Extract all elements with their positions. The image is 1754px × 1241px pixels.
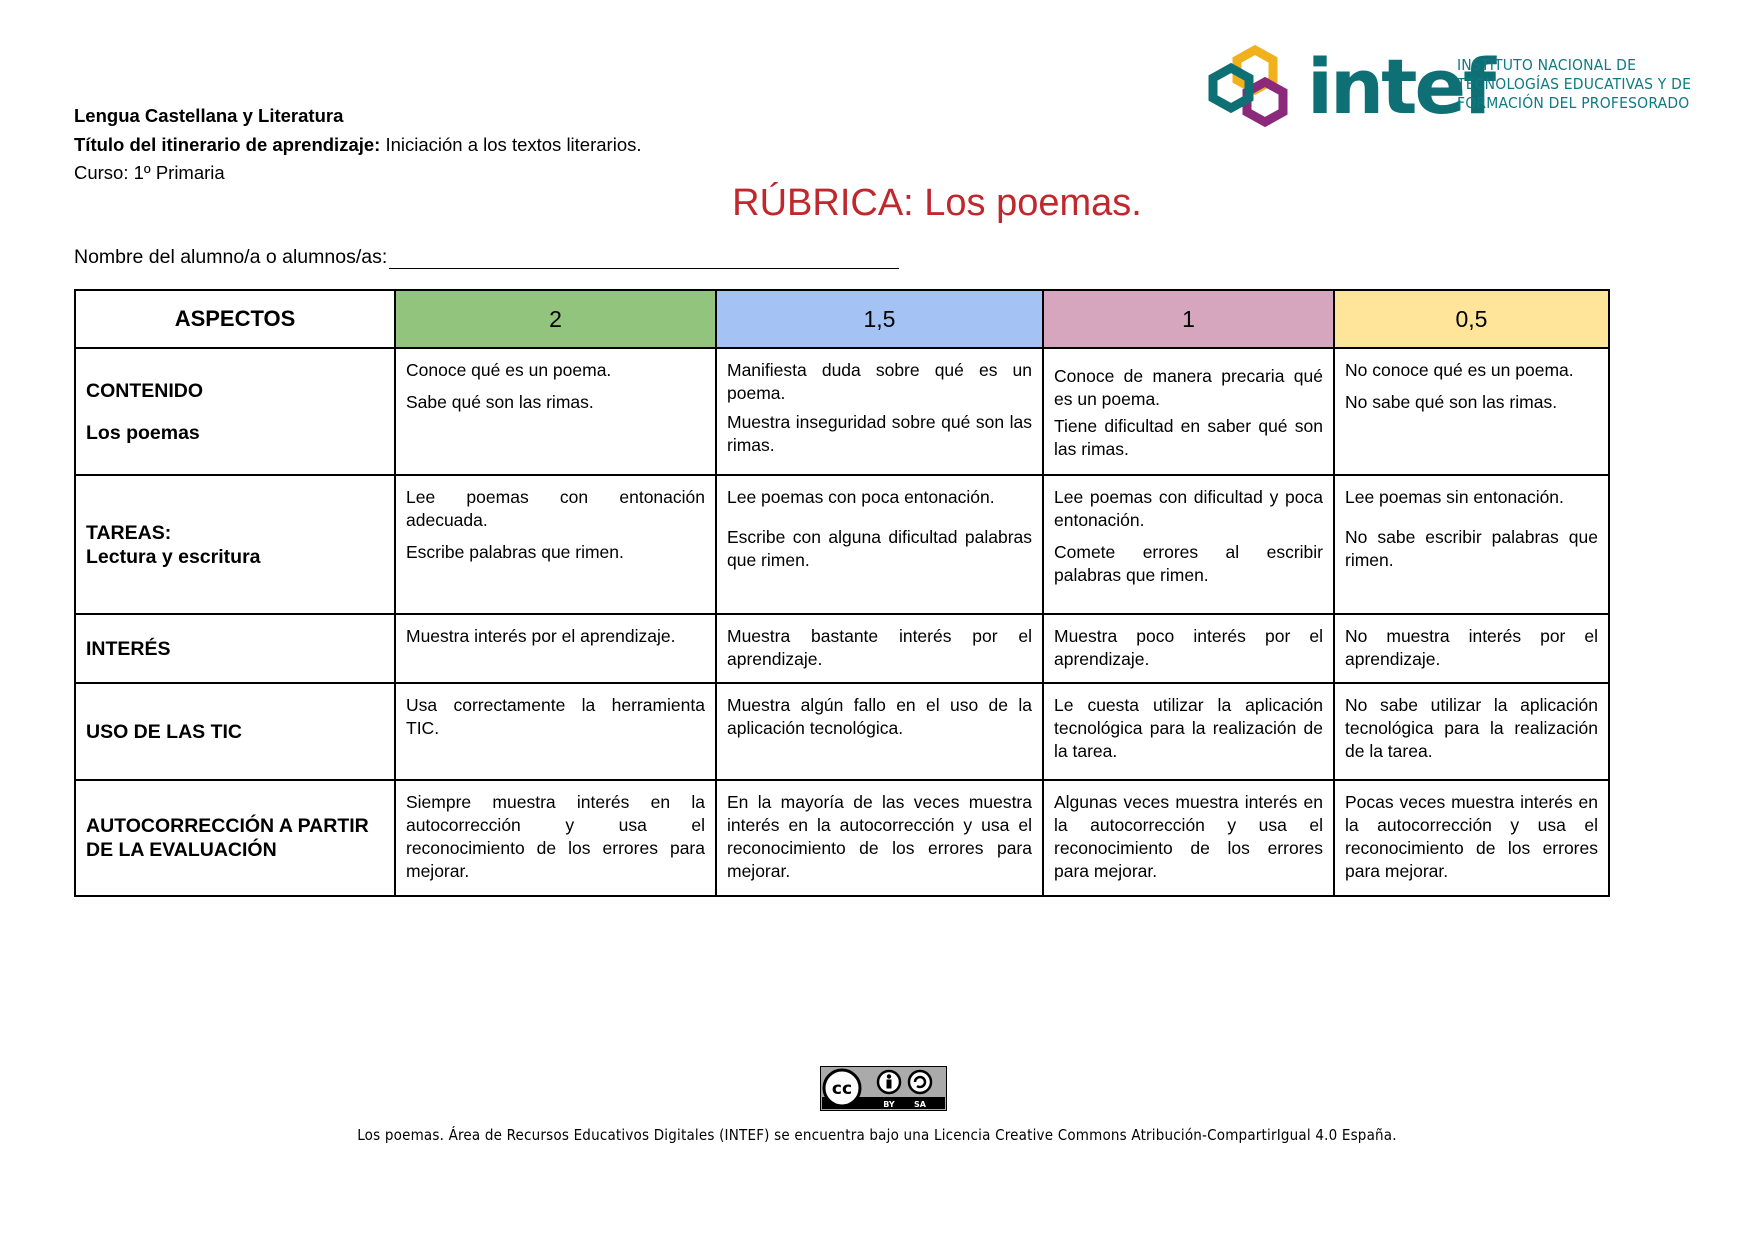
rubric-cell: Manifiesta duda sobre qué es un poema. Muestra inseguridad sobre qué son las rimas. bbox=[716, 348, 1043, 475]
cc-by-sa-license-icon bbox=[820, 1066, 947, 1111]
document-header bbox=[74, 102, 642, 188]
by-label: BY bbox=[883, 1100, 895, 1109]
rubric-cell: Lee poemas con entonación adecuada. Escribe palabras que rimen. bbox=[395, 475, 716, 614]
aspect-contenido: CONTENIDO Los poemas bbox=[75, 348, 395, 475]
subject-title: Lengua Castellana y Literatura bbox=[74, 105, 344, 126]
aspect-interes: INTERÉS bbox=[75, 614, 395, 683]
page-title: RÚBRICA: Los poemas. bbox=[732, 182, 1142, 224]
itinerary-line bbox=[74, 131, 642, 160]
intef-logo bbox=[1207, 44, 1707, 136]
header-score-0-5: 0,5 bbox=[1334, 290, 1609, 348]
itinerary-value: Iniciación a los textos literarios. bbox=[380, 133, 642, 155]
header-score-1-5: 1,5 bbox=[716, 290, 1043, 348]
table-row bbox=[75, 475, 1609, 614]
rubric-cell: No muestra interés por el aprendizaje. bbox=[1334, 614, 1609, 683]
student-name-field bbox=[74, 246, 899, 269]
intef-wordmark: intef bbox=[1307, 42, 1494, 131]
cc-icon-text: cc bbox=[831, 1079, 853, 1099]
course-line: Curso: 1º Primaria bbox=[74, 162, 225, 183]
rubric-cell: Pocas veces muestra interés en la autocorrección y usa el reconocimiento de los errores para mejorar. bbox=[1334, 780, 1609, 896]
rubric-cell: Siempre muestra interés en la autocorrección y usa el reconocimiento de los errores para mejorar. bbox=[395, 780, 716, 896]
rubric-cell: Muestra algún fallo en el uso de la aplicación tecnológica. bbox=[716, 683, 1043, 780]
rubric-cell: Algunas veces muestra interés en la autocorrección y usa el reconocimiento de los errores para mejorar. bbox=[1043, 780, 1334, 896]
rubric-table bbox=[74, 289, 1610, 897]
rubric-cell: Conoce de manera precaria qué es un poema. Tiene dificultad en saber qué son las rimas. bbox=[1043, 348, 1334, 475]
itinerary-label: Título del itinerario de aprendizaje: bbox=[74, 133, 381, 155]
student-name-label: Nombre del alumno/a o alumnos/as: bbox=[74, 246, 388, 268]
aspect-uso-tic: USO DE LAS TIC bbox=[75, 683, 395, 780]
rubric-cell: Muestra poco interés por el aprendizaje. bbox=[1043, 614, 1334, 683]
table-row bbox=[75, 614, 1609, 683]
rubric-cell: Conoce qué es un poema. Sabe qué son las rimas. bbox=[395, 348, 716, 475]
header-score-2: 2 bbox=[395, 290, 716, 348]
rubric-cell: Lee poemas con poca entonación. Escribe con alguna dificultad palabras que rimen. bbox=[716, 475, 1043, 614]
table-row bbox=[75, 683, 1609, 780]
sa-label: SA bbox=[914, 1100, 926, 1109]
rubric-cell: No conoce qué es un poema. No sabe qué son las rimas. bbox=[1334, 348, 1609, 475]
header-aspects: ASPECTOS bbox=[75, 290, 395, 348]
rubric-cell: Lee poemas sin entonación. No sabe escribir palabras que rimen. bbox=[1334, 475, 1609, 614]
aspect-autocorreccion: AUTOCORRECCIÓN A PARTIR DE LA EVALUACIÓN bbox=[75, 780, 395, 896]
student-name-blank[interactable] bbox=[389, 248, 899, 269]
rubric-cell: No sabe utilizar la aplicación tecnológica para la realización de la tarea. bbox=[1334, 683, 1609, 780]
table-header-row bbox=[75, 290, 1609, 348]
institute-name: INSTITUTO NACIONAL DE TECNOLOGÍAS EDUCATIVAS Y DE FORMACIÓN DEL PROFESORADO bbox=[1457, 56, 1692, 112]
rubric-cell: Muestra interés por el aprendizaje. bbox=[395, 614, 716, 683]
rubric-cell: Muestra bastante interés por el aprendizaje. bbox=[716, 614, 1043, 683]
rubric-cell: En la mayoría de las veces muestra interés en la autocorrección y usa el reconocimiento de los errores para mejorar. bbox=[716, 780, 1043, 896]
rubric-cell: Lee poemas con dificultad y poca entonación. Comete errores al escribir palabras que rimen. bbox=[1043, 475, 1334, 614]
license-footer: Los poemas. Área de Recursos Educativos Digitales (INTEF) se encuentra bajo una Licencia Creative Commons Atribución-CompartirIgual 4.0 España. bbox=[357, 1126, 1397, 1144]
rubric-cell: Le cuesta utilizar la aplicación tecnológica para la realización de la tarea. bbox=[1043, 683, 1334, 780]
aspect-tareas: TAREAS: Lectura y escritura bbox=[75, 475, 395, 614]
table-row bbox=[75, 780, 1609, 896]
table-row bbox=[75, 348, 1609, 475]
header-score-1: 1 bbox=[1043, 290, 1334, 348]
intef-logo-mark-icon bbox=[1207, 44, 1299, 136]
rubric-cell: Usa correctamente la herramienta TIC. bbox=[395, 683, 716, 780]
